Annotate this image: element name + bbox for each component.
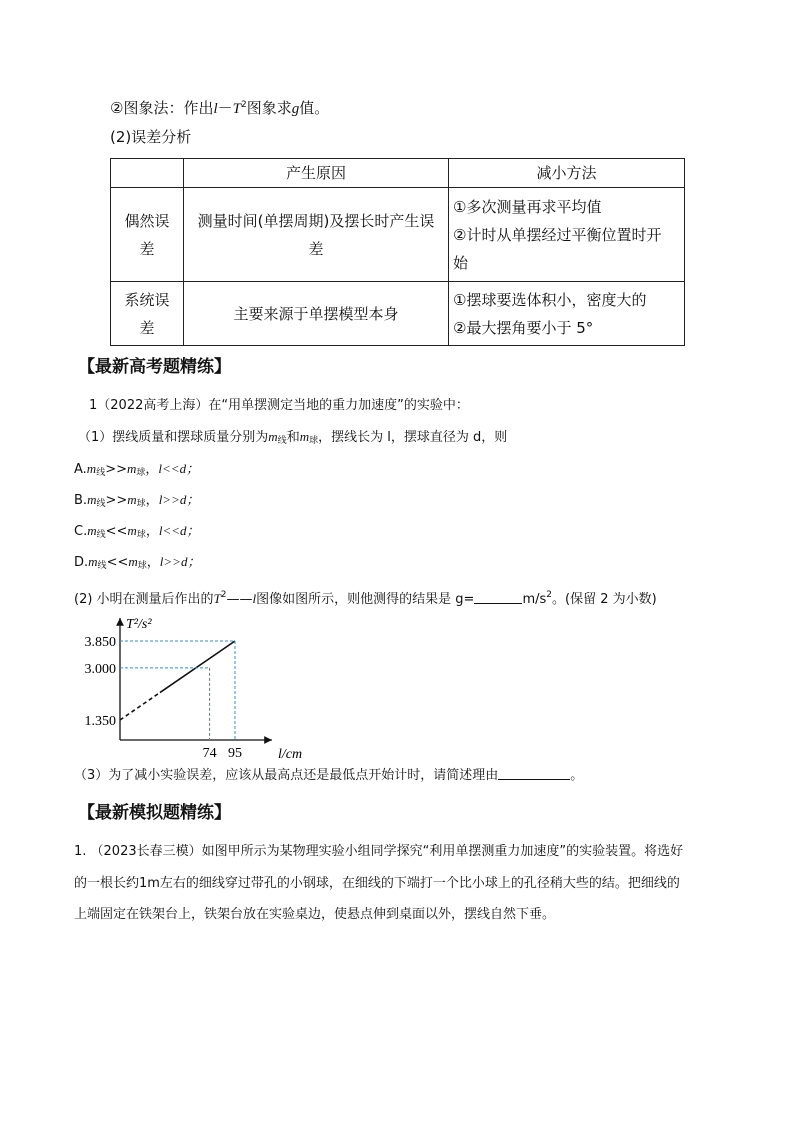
- option-d[interactable]: $D.m_线<<m_球$，l>>d；: [74, 554, 201, 571]
- mock-question-line: 的一根长约1m左右的细线穿过带孔的小钢球，在细线的下端打一个比小球上的孔径稍大些的结。把细线的: [74, 876, 680, 891]
- cell-line: ②计时从单摆经过平衡位置时开: [453, 225, 662, 244]
- option-label: A.: [74, 462, 87, 477]
- cell-line: 差: [308, 239, 324, 258]
- text: ②图象法：作出: [110, 99, 214, 117]
- cell-line: 始: [453, 253, 469, 272]
- table-cell-cause: [184, 282, 449, 346]
- cell-line: ①摆球要选体积小，密度大的: [453, 290, 647, 309]
- var-T: T: [213, 591, 221, 606]
- cell-line: 测量时间(单摆周期)及摆长时产生误: [197, 211, 435, 230]
- subscript: 球: [136, 499, 146, 509]
- x-tick-label: 95: [228, 746, 242, 761]
- subscript: 线: [277, 436, 287, 446]
- text: （1）摆线质量和摆球质量分别为: [78, 430, 269, 445]
- var-m: m: [87, 523, 97, 538]
- table-cell-cause: [184, 188, 449, 282]
- option-b[interactable]: $B.m_线>>m_球$，l>>d；: [74, 492, 200, 509]
- option-a[interactable]: $A.m_线>>m_球$，l<<d；: [74, 461, 200, 478]
- table-header-cell: 减小方法: [449, 159, 685, 188]
- option-label: C.: [74, 524, 88, 539]
- answer-blank[interactable]: [474, 590, 522, 604]
- text: 值。: [299, 99, 330, 117]
- y-axis-label: T²/s²: [126, 617, 152, 632]
- text: －: [217, 99, 233, 117]
- var-m: m: [128, 554, 138, 569]
- table-row: [111, 282, 685, 346]
- relation: l<<d；: [158, 523, 200, 538]
- mock-question-line: 上端固定在铁架台上，铁架台放在实验桌边，使悬点伸到桌面以外，摆线自然下垂。: [74, 907, 556, 922]
- y-tick-label: 1.350: [84, 714, 116, 729]
- mock-question-line: 1. （2023长春三模）如图甲所示为某物理实验小组同学探究“利用单摆测重力加速度”的实验装置。将选好: [74, 844, 684, 859]
- text: ——: [226, 592, 253, 607]
- text: ，摆线长为 l，摆球直径为 d，则: [318, 430, 508, 445]
- cell-line: 偶然误: [124, 211, 170, 230]
- x-tick-label: 74: [202, 746, 217, 761]
- var-m: m: [87, 492, 97, 507]
- y-tick-label: 3.000: [84, 661, 116, 677]
- superscript: 2: [546, 590, 552, 600]
- answer-blank[interactable]: [498, 766, 570, 780]
- subscript: 线: [96, 468, 106, 478]
- y-tick-label: 3.850: [84, 635, 116, 650]
- var-m: m: [127, 461, 137, 476]
- extrapolation-line: [120, 693, 160, 720]
- subscript: 线: [97, 561, 107, 571]
- table-header-cell: 产生原因: [184, 159, 449, 188]
- text: （3）为了减小实验误差，应该从最高点还是最低点开始计时，请简述理由: [74, 768, 499, 783]
- option-label: D.: [74, 555, 89, 570]
- subscript: 线: [96, 499, 106, 509]
- var-l: l: [213, 101, 218, 117]
- var-m: m: [127, 492, 137, 507]
- table-cell-method: [449, 188, 685, 282]
- relation: >>: [105, 493, 128, 508]
- var-T: T: [232, 101, 241, 117]
- subscript: 球: [137, 561, 147, 571]
- cell-line: ①多次测量再求平均值: [453, 197, 602, 216]
- superscript: 2: [220, 590, 227, 600]
- error-table: [110, 158, 685, 346]
- var-g: g: [291, 101, 300, 117]
- text: m/s: [522, 592, 547, 607]
- question-part-1: [78, 427, 507, 451]
- var-m: m: [88, 554, 98, 569]
- question-part-2: [74, 585, 657, 610]
- table-row: [111, 188, 685, 282]
- var-l: l: [252, 591, 257, 606]
- question-part-3: [74, 766, 583, 786]
- subscript: 线: [96, 530, 106, 540]
- relation: l>>d；: [159, 554, 201, 569]
- table-cell-type: [111, 282, 184, 346]
- text: (2) 小明在测量后作出的: [74, 592, 214, 607]
- relation: >>: [105, 462, 127, 477]
- question-stem: 1（2022高考上海）在“用单摆测定当地的重力加速度”的实验中：: [89, 398, 469, 413]
- relation: l>>d；: [158, 492, 200, 507]
- cell-line: 主要来源于单摆模型本身: [233, 304, 399, 323]
- table-cell-method: [449, 282, 685, 346]
- var-m: m: [86, 461, 97, 476]
- superscript: 2: [240, 100, 247, 110]
- table-header-cell: [111, 159, 184, 188]
- image-method-line: [110, 95, 329, 119]
- heading-mock-questions: 【最新模拟题精练】: [78, 803, 231, 823]
- table-header-row: [111, 159, 685, 188]
- var-m: m: [127, 523, 137, 538]
- text: 图象求: [246, 99, 292, 117]
- x-axis-label: l/cm: [278, 747, 303, 762]
- data-line: [160, 641, 235, 693]
- option-label: B.: [74, 493, 88, 508]
- cell-line: 系统误: [124, 290, 170, 309]
- relation: <<: [106, 555, 129, 570]
- relation: <<: [105, 524, 128, 539]
- relation: l<<d；: [158, 461, 200, 476]
- cell-line: ②最大摆角要小于 5°: [453, 318, 594, 337]
- var-m: m: [299, 429, 310, 444]
- text: 。(保留 2 为小数): [552, 592, 657, 607]
- error-analysis-title: (2)误差分析: [110, 128, 192, 146]
- table-cell-type: [111, 188, 184, 282]
- var-m: m: [268, 429, 278, 444]
- cell-line: 差: [139, 239, 155, 258]
- text: 和: [286, 430, 300, 445]
- text: 图像如图所示，则他测得的结果是 g=: [256, 592, 475, 607]
- subscript: 球: [309, 436, 319, 446]
- option-c[interactable]: $C.m_线<<m_球$，l<<d；: [74, 523, 200, 540]
- t2-l-chart: [72, 612, 312, 762]
- subscript: 球: [136, 530, 146, 540]
- text: 。: [570, 768, 584, 783]
- heading-exam-questions: 【最新高考题精练】: [78, 357, 231, 377]
- cell-line: 差: [139, 318, 155, 337]
- subscript: 球: [136, 468, 146, 478]
